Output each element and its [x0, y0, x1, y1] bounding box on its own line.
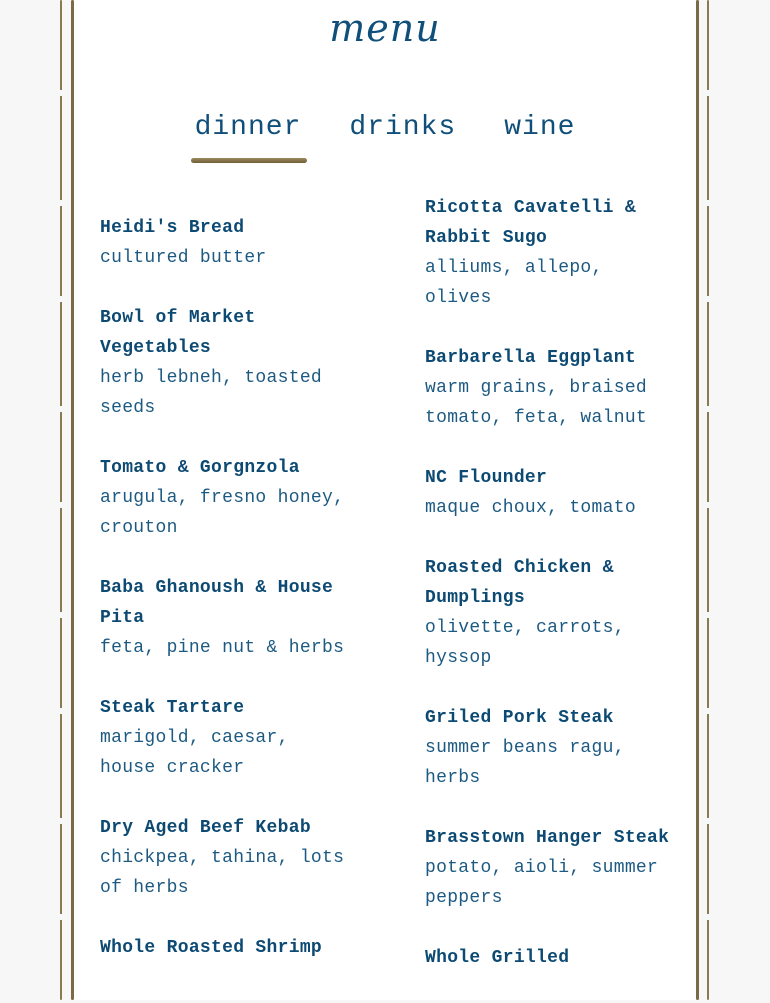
menu-item-name: Bowl of Market Vegetables — [100, 308, 256, 358]
menu-item-description: alliums, allepo, olives — [425, 258, 603, 308]
menu-item — [100, 213, 350, 273]
menu-item-name: Barbarella Eggplant — [425, 348, 636, 368]
menu-item — [425, 703, 675, 793]
menu-item-name: Dry Aged Beef Kebab — [100, 818, 311, 838]
menu-item-description: maque choux, tomato — [425, 498, 636, 518]
menu-item — [425, 193, 675, 313]
menu-item-name: Tomato & Gorgnzola — [100, 458, 300, 478]
tab-wine-label: wine — [504, 112, 576, 143]
menu-item — [425, 943, 675, 973]
tab-wine[interactable] — [502, 112, 577, 143]
menu-item-name: Ricotta Cavatelli & Rabbit Sugo — [425, 198, 636, 248]
menu-item — [100, 693, 350, 783]
menu-item-name: Heidi's Bread — [100, 218, 245, 238]
menu-item — [100, 933, 350, 963]
menu-item-description: herb lebneh, toasted seeds — [100, 368, 323, 418]
menu-item-description: potato, aioli, summer peppers — [425, 858, 659, 908]
menu-item-name: Baba Ghanoush & House Pita — [100, 578, 334, 628]
menu-item — [425, 823, 675, 913]
tab-drinks-label: drinks — [349, 112, 457, 143]
menu-item-name: Steak Tartare — [100, 698, 245, 718]
menu-item-description: olivette, carrots, hyssop — [425, 618, 625, 668]
menu-item — [425, 553, 675, 673]
menu-item-description: arugula, fresno honey, crouton — [100, 488, 345, 538]
right-outer-border — [707, 0, 709, 1000]
right-inner-border — [696, 0, 699, 1000]
left-outer-border — [60, 0, 62, 1000]
menu-item-description: marigold, caesar, house cracker — [100, 728, 289, 778]
tab-dinner-label: dinner — [194, 112, 302, 143]
menu-item-description: chickpea, tahina, lots of herbs — [100, 848, 345, 898]
menu-item-name: NC Flounder — [425, 468, 548, 488]
menu-item — [100, 573, 350, 663]
menu-item-description: feta, pine nut & herbs — [100, 638, 345, 658]
menu-item — [100, 453, 350, 543]
menu-item — [100, 813, 350, 903]
menu-item — [100, 303, 350, 423]
menu-item-description: cultured butter — [100, 248, 267, 268]
left-inner-border — [71, 0, 74, 1000]
menu-item — [425, 343, 675, 433]
menu-item — [425, 463, 675, 523]
active-tab-underline — [191, 158, 308, 163]
menu-item-description: summer beans ragu, herbs — [425, 738, 625, 788]
menu-tabs — [0, 112, 770, 143]
menu-title: menu — [329, 6, 441, 50]
menu-item-name: Roasted Chicken & Dumplings — [425, 558, 614, 608]
tab-drinks[interactable] — [347, 112, 458, 143]
menu-item-description: warm grains, braised tomato, feta, walnut — [425, 378, 648, 428]
menu-item-name: Whole Roasted Shrimp — [100, 938, 323, 958]
menu-item-name: Brasstown Hanger Steak — [425, 828, 670, 848]
menu-column-left — [100, 213, 350, 993]
menu-item-name: Griled Pork Steak — [425, 708, 614, 728]
tab-dinner[interactable] — [193, 112, 304, 143]
menu-column-right — [425, 193, 675, 1003]
menu-item-name: Whole Grilled — [425, 948, 570, 968]
